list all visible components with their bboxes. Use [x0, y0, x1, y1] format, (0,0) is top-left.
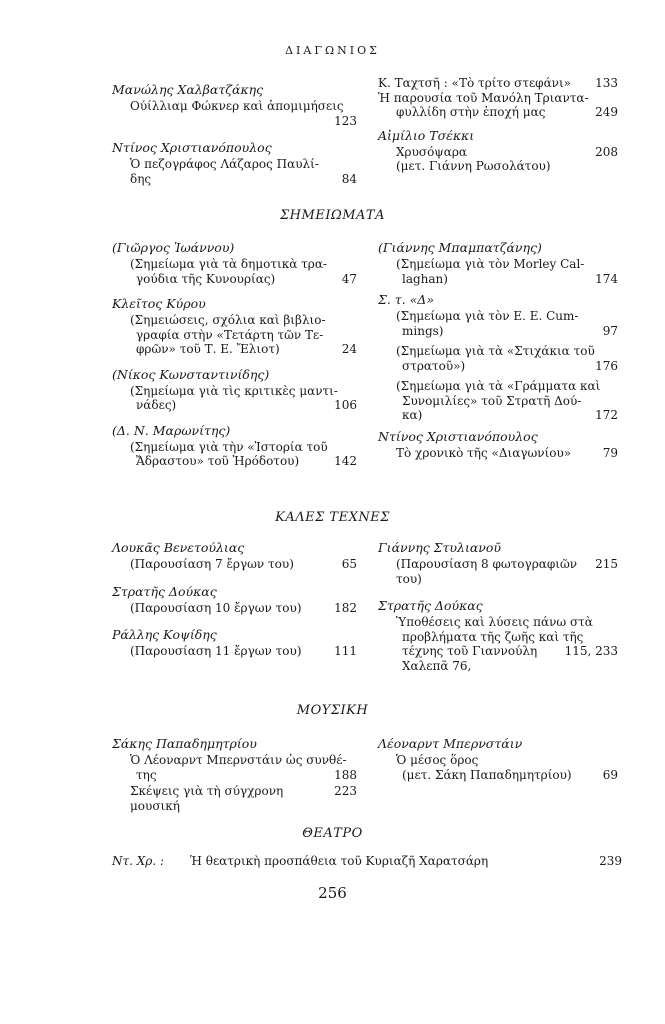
- entry-title-cont: στρατοῦ»): [402, 358, 466, 373]
- entry-title: (Σημείωμα γιὰ τὰ «Γράμματα καὶ: [396, 379, 601, 393]
- page-number: 84: [341, 171, 357, 186]
- entry-title: Ἡ παρουσία τοῦ Μανόλη Τριαντα-: [378, 90, 589, 105]
- top-left-column: [112, 82, 357, 198]
- page-number: 79: [602, 445, 618, 460]
- toc-entry: [378, 736, 618, 782]
- page-number: 188: [334, 767, 357, 782]
- entry-title-cont: laghan): [402, 271, 448, 286]
- page-number: 249: [595, 105, 618, 119]
- page-number: 208: [595, 144, 618, 159]
- entry-title-cont: mings): [402, 323, 444, 338]
- toc-entry: [112, 423, 357, 469]
- page-number: 115, 233: [564, 644, 618, 658]
- toc-entry: [378, 540, 618, 586]
- page-number: 174: [595, 271, 618, 286]
- entry-author: Γιάννης Στυλιανοῦ: [378, 540, 502, 555]
- entry-title-cont: προβλήματα τῆς ζωῆς καὶ τῆς: [402, 629, 584, 644]
- entry-author: (Γιάννης Μπαμπατζάνης): [378, 240, 542, 255]
- toc-entry: [112, 82, 357, 128]
- entry-author: Σ. τ. «Δ»: [378, 292, 434, 307]
- entry-title-cont: (μετ. Σάκη Παπαδημητρίου): [402, 767, 572, 782]
- entry-author: Ράλλης Κοψίδης: [112, 627, 217, 642]
- entry-title-cont: τέχνης τοῦ Γιαννούλη Χαλεπᾶ 76,: [402, 644, 538, 673]
- entry-author: Ντ. Χρ. :: [112, 854, 165, 868]
- page-number: 215: [595, 557, 618, 571]
- page-number: 239: [599, 854, 622, 868]
- entry-title: (Παρουσίαση 10 ἔργων του): [130, 600, 302, 615]
- notes-left-column: [112, 240, 357, 479]
- section-heading-arts: ΚΑΛΕΣ ΤΕΧΝΕΣ: [275, 510, 390, 525]
- notes-right-column: [378, 240, 618, 466]
- entry-title-cont: Συνομιλίες» τοῦ Στρατῆ Δού-: [402, 393, 582, 408]
- entry-author: Κλεῖτος Κύρου: [112, 296, 206, 311]
- toc-entry: [112, 584, 357, 616]
- entry-author: (Νίκος Κωνσταντινίδης): [112, 366, 270, 382]
- page-number: 182: [334, 600, 357, 615]
- entry-title: Χρυσόψαρα: [396, 144, 467, 159]
- toc-entry: [112, 736, 357, 782]
- entry-title-cont: γραφία στὴν «Τετάρτη τῶν Τε-: [136, 327, 324, 342]
- page-number: 142: [334, 454, 357, 468]
- page-folio: 256: [318, 884, 347, 902]
- entry-title: Κ. Ταχτσῆ : «Τὸ τρίτο στεφάνι»: [378, 76, 572, 90]
- entry-author: Σάκης Παπαδημητρίου: [112, 736, 257, 751]
- page-number: 111: [334, 644, 357, 658]
- entry-title: (Σημείωμα γιὰ τὸν Morley Cal-: [396, 257, 585, 271]
- entry-title: (Σημείωμα γιὰ τὰ «Στιχάκια τοῦ: [396, 344, 595, 358]
- entry-author: (Γιῶργος Ἰωάννου): [112, 240, 235, 255]
- toc-entry: [112, 140, 357, 186]
- entry-title-cont: γούδια τῆς Κυνουρίας): [136, 271, 276, 286]
- entry-author: Αἰμίλιο Τσέκκι: [378, 127, 475, 143]
- entry-author: (Δ. Ν. Μαρωνίτης): [112, 422, 231, 438]
- top-right-column: [378, 76, 618, 174]
- page-number: 47: [341, 271, 357, 286]
- music-left-column: [112, 736, 357, 815]
- entry-title: Ὁ μέσος ὅρος: [396, 753, 479, 767]
- arts-left-column: [112, 540, 357, 671]
- entry-title: Ἡ θεατρικὴ προσπάθεια τοῦ Κυριαζῆ Χαρατσάρη: [190, 854, 489, 868]
- toc-entry: [378, 429, 618, 461]
- page-number: 97: [602, 323, 618, 338]
- toc-entry: [112, 367, 357, 413]
- page-number: 133: [595, 76, 618, 90]
- entry-author: Μανώλης Χαλβατζάκης: [112, 82, 264, 97]
- entry-title: (Σημείωμα γιὰ τὰ δημοτικὰ τρα-: [130, 257, 327, 271]
- page-number: 176: [595, 358, 618, 373]
- entry-title: Ούίλλιαμ Φώκνερ καὶ ἀπομιμήσεις: [130, 99, 344, 113]
- page-number: 123: [334, 113, 357, 128]
- page-number: 24: [341, 342, 357, 356]
- toc-entry: [112, 240, 357, 286]
- toc-entry: [378, 598, 618, 673]
- toc-entry: [112, 540, 357, 572]
- entry-title: Ὁ πεζογράφος Λάζαρος Παυλί-: [130, 157, 319, 171]
- entry-title: (Παρουσίαση 8 φωτογραφιῶν του): [396, 557, 578, 586]
- toc-entry: [378, 379, 618, 423]
- page-number: 172: [595, 408, 618, 422]
- toc-entry: [112, 296, 357, 357]
- arts-right-column: [378, 540, 618, 685]
- page-number: 65: [341, 557, 357, 571]
- page-number: 223: [334, 784, 357, 798]
- section-heading-music: ΜΟΥΣΙΚΗ: [296, 703, 369, 718]
- toc-entry: [378, 292, 618, 338]
- entry-author: Ντίνος Χριστιανόπουλος: [378, 428, 538, 444]
- entry-title-cont: φυλλίδη στὴν ἐποχή μας: [396, 105, 546, 119]
- entry-title-cont: της: [136, 767, 157, 782]
- entry-title-cont: φρῶν» τοῦ Τ. Ε. Ἔλιοτ): [136, 342, 280, 356]
- entry-title: Τὸ χρονικὸ τῆς «Διαγωνίου»: [396, 445, 572, 460]
- entry-title-cont: νάδες): [136, 398, 177, 412]
- section-heading-theatre: ΘΕΑΤΡΟ: [302, 826, 363, 841]
- entry-title: (Σημείωμα γιὰ τὶς κριτικὲς μαντι-: [130, 383, 338, 398]
- toc-entry: [112, 784, 357, 813]
- entry-title: (Σημείωμα γιὰ τὸν Ε. Ε. Cum-: [396, 309, 579, 323]
- entry-title: Ὑποθέσεις καὶ λύσεις πάνω στὰ: [396, 615, 593, 629]
- theatre-entry: [112, 854, 622, 868]
- entry-author: Στρατῆς Δούκας: [378, 598, 483, 613]
- page-number: 69: [602, 767, 618, 782]
- music-right-column: [378, 736, 618, 784]
- entry-author: Λέοναρντ Μπερνστάιν: [378, 736, 523, 751]
- entry-author: Ντίνος Χριστιανόπουλος: [112, 140, 272, 155]
- page-number: 106: [334, 398, 357, 412]
- entry-title: Σκέψεις γιὰ τὴ σύγχρονη μουσική: [130, 784, 284, 813]
- entry-author: Στρατῆς Δούκας: [112, 583, 217, 599]
- toc-entry: [112, 627, 357, 659]
- section-heading-notes: ΣΗΜΕΙΩΜΑΤΑ: [279, 208, 385, 223]
- entry-note: (μετ. Γιάννη Ρωσολάτου): [396, 159, 551, 173]
- entry-title-cont: Ἄδραστου» τοῦ Ἡρόδοτου): [136, 454, 300, 468]
- entry-title: Ὁ Λέοναρντ Μπερνστάιν ὡς συνθέ-: [130, 753, 347, 767]
- entry-title: (Παρουσίαση 7 ἔργων του): [130, 557, 294, 571]
- entry-title-cont: δης: [130, 171, 152, 186]
- toc-entry: [378, 344, 618, 373]
- entry-title: (Σημείωμα γιὰ τὴν «Ἱστορία τοῦ: [130, 439, 328, 454]
- entry-title-cont: κα): [402, 408, 423, 422]
- running-header: ΔΙΑΓΩΝΙΟΣ: [285, 44, 380, 57]
- entry-title: (Σημειώσεις, σχόλια καὶ βιβλιο-: [130, 313, 326, 327]
- toc-entry: [378, 240, 618, 286]
- entry-author: Λουκᾶς Βενετούλιας: [112, 540, 245, 555]
- entry-title: (Παρουσίαση 11 ἔργων του): [130, 644, 302, 658]
